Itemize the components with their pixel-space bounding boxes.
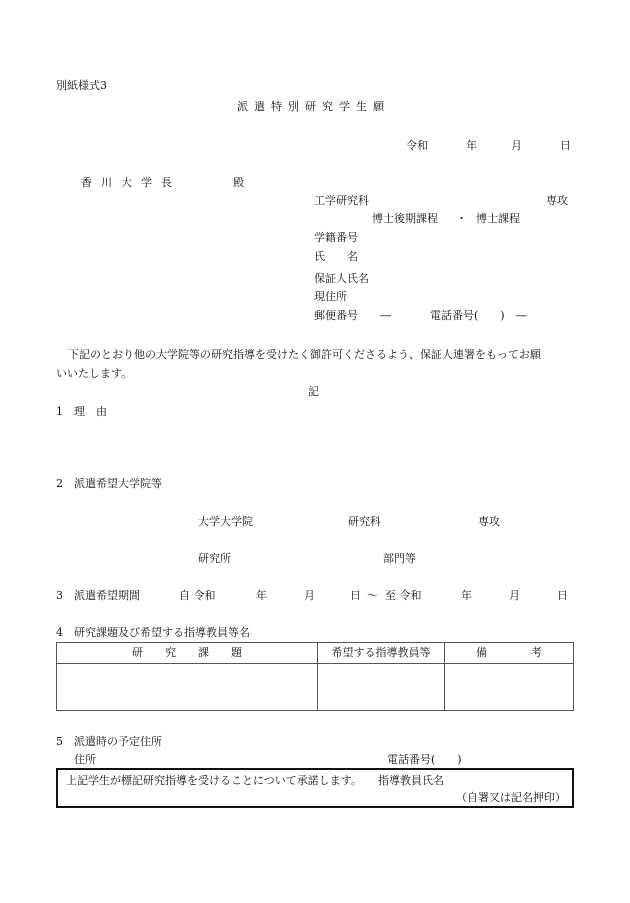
section-3-label: 派遣希望期間 [74, 589, 140, 602]
section-3-number: 3 [56, 589, 63, 602]
course-doctoral: 博士課程 [476, 212, 520, 225]
approval-text: 上記学生が標記研究指導を受けることについて承諾します。 [66, 774, 362, 787]
period-from-day: 日 [350, 589, 361, 602]
addressee: 香川大学長 [81, 176, 181, 189]
remarks-cell[interactable] [445, 664, 573, 710]
table-header-remarks: 備 考 [476, 646, 542, 659]
postal-code-label: 郵便番号 ― [314, 309, 391, 322]
current-address-label: 現住所 [314, 290, 347, 303]
table-header-research-topic: 研 究 課 題 [132, 646, 242, 659]
request-text-line1: 下記のとおり他の大学院等の研究指導を受けたく御許可くださるよう、保証人連署をもってお願 [68, 348, 541, 361]
s5-phone-label: 電話番号( ) [387, 753, 462, 766]
section-1-label: 理 由 [74, 405, 107, 418]
request-text-line2: いいたします。 [56, 367, 133, 380]
period-to-year: 年 [461, 589, 472, 602]
address-label: 住所 [74, 753, 96, 766]
advisor-cell[interactable] [318, 664, 444, 710]
course-doctoral-late: 博士後期課程 [372, 212, 438, 225]
section-4-label: 研究課題及び希望する指導教員等名 [74, 626, 250, 639]
division-label: 部門等 [383, 552, 416, 565]
research-topic-cell[interactable] [57, 664, 317, 710]
section-4-number: 4 [56, 626, 63, 639]
ki-heading: 記 [308, 385, 319, 398]
period-from: 自 令和 [179, 589, 216, 602]
graduate-school-label: 研究科 [348, 515, 381, 528]
institute-label: 研究所 [198, 552, 231, 565]
research-table [56, 642, 574, 711]
student-id-label: 学籍番号 [314, 231, 358, 244]
period-from-year: 年 [256, 589, 267, 602]
period-to-month: 月 [509, 589, 520, 602]
period-to: 至 令和 [385, 589, 422, 602]
section-5-label: 派遣時の予定住所 [74, 735, 162, 748]
form-label: 別紙様式3 [56, 79, 107, 92]
major-label: 専攻 [478, 515, 500, 528]
period-to-day: 日 [557, 589, 568, 602]
section-2-label: 派遣希望大学院等 [74, 477, 162, 490]
approval-box [56, 768, 574, 808]
signature-note: （自署又は記名押印） [456, 791, 566, 804]
date-day: 日 [560, 139, 571, 152]
section-5-number: 5 [56, 735, 63, 748]
section-2-number: 2 [56, 477, 63, 490]
date-month: 月 [511, 139, 522, 152]
date-era: 令和 [406, 139, 428, 152]
university-label: 大学大学院 [198, 515, 253, 528]
period-tilde: ～ [367, 589, 378, 602]
period-from-month: 月 [304, 589, 315, 602]
phone-label: 電話番号( ) ― [430, 309, 527, 322]
name-label: 氏 名 [314, 250, 358, 263]
advisor-name-label: 指導教員氏名 [378, 774, 444, 787]
applicant-major: 専攻 [546, 194, 568, 207]
section-1-number: 1 [56, 405, 63, 418]
page-title: 派遣特別研究学生願 [237, 100, 390, 113]
date-year: 年 [466, 139, 477, 152]
course-separator: ・ [456, 212, 467, 225]
applicant-department: 工学研究科 [314, 194, 369, 207]
table-header-advisor: 希望する指導教員等 [331, 646, 431, 659]
addressee-honorific: 殿 [233, 176, 244, 189]
guarantor-name-label: 保証人氏名 [314, 272, 369, 285]
